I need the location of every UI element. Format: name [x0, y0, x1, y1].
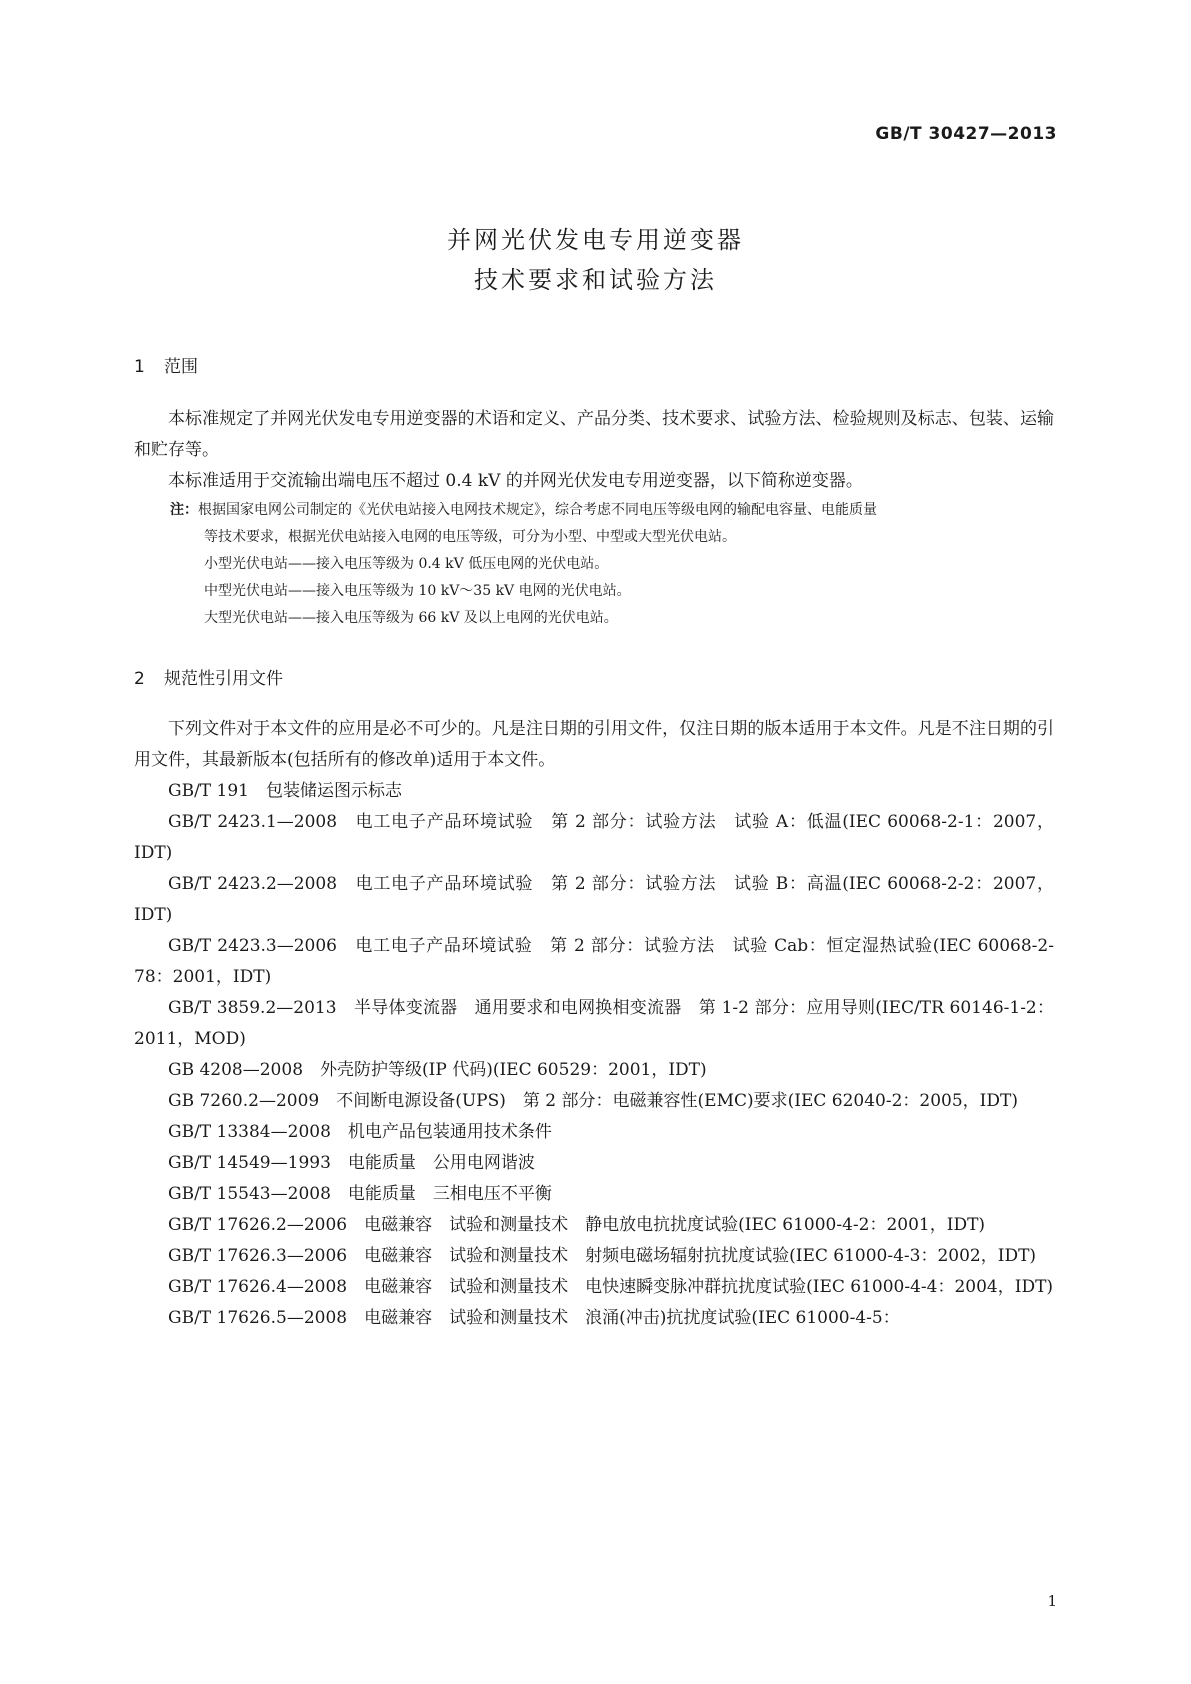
reference-item: GB 7260.2—2009 不间断电源设备(UPS) 第 2 部分：电磁兼容性(EMC)要求(IEC 62040-2：2005，IDT)	[168, 1091, 1018, 1111]
document-title-line1: 并网光伏发电专用逆变器	[447, 226, 744, 254]
reference-item: GB/T 17626.2—2006 电磁兼容 试验和测量技术 静电放电抗扰度试验(IEC 61000-4-2：2001，IDT)	[168, 1215, 986, 1235]
section-2-heading	[134, 664, 283, 689]
page-number: 1	[1047, 1592, 1057, 1610]
note-text-line1: 根据国家电网公司制定的《光伏电站接入电网技术规定》，综合考虑不同电压等级电网的输配电容量、电能质量	[198, 502, 877, 518]
section-1-paragraph: 本标准规定了并网光伏发电专用逆变器的术语和定义、产品分类、技术要求、试验方法、检验规则及标志、包装、运输和贮存等。	[134, 409, 1054, 460]
section-1-note	[170, 497, 1056, 632]
section-2-intro: 下列文件对于本文件的应用是必不可少的。凡是注日期的引用文件，仅注日期的版本适用于本文件。凡是不注日期的引用文件，其最新版本(包括所有的修改单)适用于本文件。	[134, 719, 1054, 770]
reference-item: GB/T 2423.1—2008 电工电子产品环境试验 第 2 部分：试验方法 试验 A：低温(IEC 60068-2-1：2007，IDT)	[134, 812, 1054, 863]
note-item: 小型光伏电站——接入电压等级为 0.4 kV 低压电网的光伏电站。	[204, 556, 609, 572]
reference-item: GB 4208—2008 外壳防护等级(IP 代码)(IEC 60529：2001，IDT)	[168, 1060, 707, 1080]
standard-number: GB/T 30427—2013	[875, 124, 1057, 144]
note-label: 注：	[170, 502, 198, 518]
reference-item: GB/T 2423.3—2006 电工电子产品环境试验 第 2 部分：试验方法 试验 Cab：恒定湿热试验(IEC 60068-2-78：2001，IDT)	[134, 936, 1054, 987]
reference-item: GB/T 15543—2008 电能质量 三相电压不平衡	[168, 1184, 552, 1204]
section-1-heading	[134, 352, 198, 377]
reference-item: GB/T 14549—1993 电能质量 公用电网谐波	[168, 1153, 535, 1173]
reference-item: GB/T 13384—2008 机电产品包装通用技术条件	[168, 1122, 552, 1142]
reference-item: GB/T 17626.3—2006 电磁兼容 试验和测量技术 射频电磁场辐射抗扰度试验(IEC 61000-4-3：2002，IDT)	[168, 1246, 1037, 1266]
section-1-paragraph: 本标准适用于交流输出端电压不超过 0.4 kV 的并网光伏发电专用逆变器，以下简称逆变器。	[168, 471, 863, 491]
note-text-line2: 等技术要求，根据光伏电站接入电网的电压等级，可分为小型、中型或大型光伏电站。	[204, 529, 736, 545]
reference-item: GB/T 17626.4—2008 电磁兼容 试验和测量技术 电快速瞬变脉冲群抗扰度试验(IEC 61000-4-4：2004，IDT)	[168, 1277, 1054, 1297]
section-2-title: 规范性引用文件	[164, 669, 283, 689]
document-title-line2: 技术要求和试验方法	[474, 266, 717, 294]
reference-item: GB/T 191 包装储运图示标志	[168, 781, 402, 801]
section-2-number: 2	[134, 669, 145, 689]
section-1-title: 范围	[164, 357, 198, 377]
reference-item: GB/T 3859.2—2013 半导体变流器 通用要求和电网换相变流器 第 1-2 部分：应用导则(IEC/TR 60146-1-2：2011，MOD)	[134, 998, 1054, 1049]
note-item: 中型光伏电站——接入电压等级为 10 kV～35 kV 电网的光伏电站。	[204, 583, 631, 599]
section-1-body	[134, 404, 1054, 497]
section-2-body	[134, 714, 1054, 1334]
reference-item: GB/T 17626.5—2008 电磁兼容 试验和测量技术 浪涌(冲击)抗扰度试验(IEC 61000-4-5：	[168, 1308, 900, 1328]
section-1-number: 1	[134, 357, 145, 377]
reference-item: GB/T 2423.2—2008 电工电子产品环境试验 第 2 部分：试验方法 试验 B：高温(IEC 60068-2-2：2007，IDT)	[134, 874, 1054, 925]
note-item: 大型光伏电站——接入电压等级为 66 kV 及以上电网的光伏电站。	[204, 610, 618, 626]
